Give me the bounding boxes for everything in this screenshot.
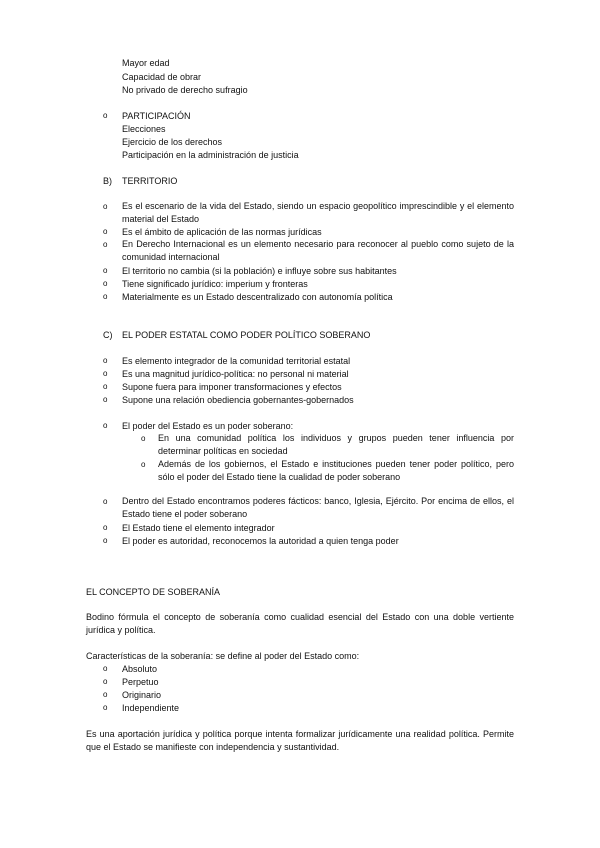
list-item: Supone fuera para imponer transformaciones y efectos: [122, 382, 342, 392]
section-label: C): [103, 330, 113, 340]
sub-bullet-icon: o: [141, 460, 146, 469]
section-heading: TERRITORIO: [122, 176, 178, 186]
bullet-icon: o: [103, 279, 108, 288]
bullet-icon: o: [103, 111, 108, 120]
bullet-icon: o: [103, 227, 108, 236]
list-item: Es el escenario de la vida del Estado, siendo un espacio geopolítico imprescindible y el elemento material del Estado: [122, 201, 514, 224]
list-item: Elecciones: [122, 124, 166, 134]
list-item: Es elemento integrador de la comunidad territorial estatal: [122, 356, 351, 366]
list-item: El poder del Estado es un poder soberano:: [122, 421, 294, 431]
list-item: En una comunidad política los individuos y grupos pueden tener influencia por determinar políticas en sociedad: [158, 433, 514, 456]
bullet-icon: o: [103, 690, 108, 699]
list-item: Además de los gobiernos, el Estado e instituciones pueden tener poder político, pero sólo el poder del Estado tiene la cualidad de poder soberano: [158, 459, 514, 482]
list-item: Tiene significado jurídico: imperium y fronteras: [122, 279, 308, 289]
bullet-icon: o: [103, 703, 108, 712]
bullet-icon: o: [103, 356, 108, 365]
list-item: Materialmente es un Estado descentralizado con autonomía política: [122, 292, 393, 302]
bullet-icon: o: [103, 202, 108, 211]
list-item: En Derecho Internacional es un elemento necesario para reconocer al pueblo como sujeto de la comunidad internacional: [122, 239, 514, 262]
list-item: No privado de derecho sufragio: [122, 85, 248, 95]
bullet-icon: o: [103, 523, 108, 532]
list-item: Absoluto: [122, 664, 158, 674]
list-item: Capacidad de obrar: [122, 72, 202, 82]
list-item: El territorio no cambia (si la población) e influye sobre sus habitantes: [122, 266, 397, 276]
list-item: El poder es autoridad, reconocemos la autoridad a quien tenga poder: [122, 536, 399, 546]
paragraph: Características de la soberanía: se define al poder del Estado como:: [86, 651, 360, 661]
bullet-icon: o: [103, 266, 108, 275]
bullet-icon: o: [103, 382, 108, 391]
paragraph: Bodino fórmula el concepto de soberanía como cualidad esencial del Estado con una doble vertiente jurídica y política.: [86, 612, 514, 635]
bullet-icon: o: [103, 240, 108, 249]
list-item: Originario: [122, 690, 162, 700]
participacion-title: PARTICIPACIÓN: [122, 111, 191, 121]
list-item: Es el ámbito de aplicación de las normas jurídicas: [122, 227, 322, 237]
list-item: Dentro del Estado encontramos poderes fácticos: banco, Iglesia, Ejército. Por encima de ellos, el Estado tiene el poder soberano: [122, 496, 514, 519]
list-item: Perpetuo: [122, 677, 159, 687]
bullet-icon: o: [103, 421, 108, 430]
sub-bullet-icon: o: [141, 434, 146, 443]
bullet-icon: o: [103, 292, 108, 301]
list-item: Es una magnitud jurídico-política: no personal ni material: [122, 369, 349, 379]
list-item: Participación en la administración de justicia: [122, 150, 299, 160]
list-item: Ejercicio de los derechos: [122, 137, 223, 147]
list-item: El Estado tiene el elemento integrador: [122, 523, 275, 533]
section-heading: EL PODER ESTATAL COMO PODER POLÍTICO SOBERANO: [122, 330, 371, 340]
list-item: Supone una relación obediencia gobernantes-gobernados: [122, 395, 354, 405]
list-item: Independiente: [122, 703, 180, 713]
bullet-icon: o: [103, 497, 108, 506]
bullet-icon: o: [103, 664, 108, 673]
section-label: B): [103, 176, 112, 186]
bullet-icon: o: [103, 677, 108, 686]
list-item: Mayor edad: [122, 58, 170, 68]
section-heading: EL CONCEPTO DE SOBERANÍA: [86, 587, 221, 597]
bullet-icon: o: [103, 395, 108, 404]
bullet-icon: o: [103, 536, 108, 545]
paragraph: Es una aportación jurídica y política porque intenta formalizar jurídicamente una realidad política. Permite que el Estado se manifieste con independencia y sustantividad.: [86, 729, 514, 752]
bullet-icon: o: [103, 369, 108, 378]
